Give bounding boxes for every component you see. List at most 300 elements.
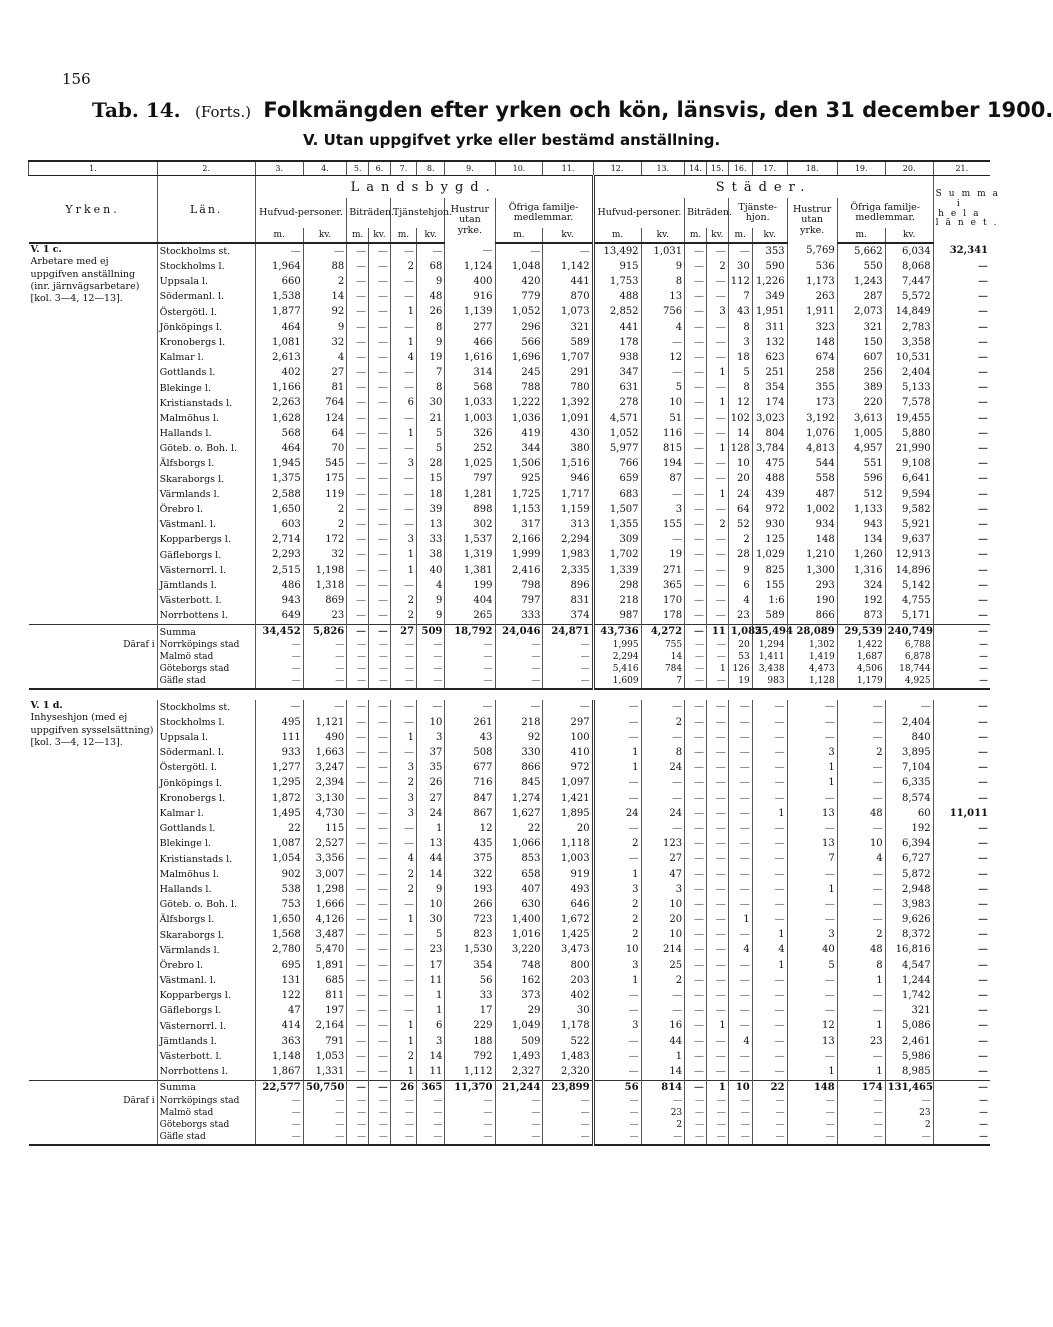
- value-cell: 419: [495, 426, 543, 441]
- value-cell: —: [347, 1034, 369, 1049]
- value-cell: —: [685, 563, 707, 578]
- column-number: 4.: [303, 161, 347, 176]
- value-cell: 3: [390, 457, 416, 472]
- value-cell: 26: [417, 776, 445, 791]
- column-number: 11.: [543, 161, 593, 176]
- value-cell: 8,372: [885, 928, 933, 943]
- value-cell: 47: [641, 867, 685, 882]
- subheader-cell: Hufvud-personer.: [593, 198, 685, 228]
- value-cell: 2,293: [255, 548, 303, 563]
- value-cell: —: [787, 715, 837, 730]
- value-cell: 1,210: [787, 548, 837, 563]
- value-cell: —: [390, 943, 416, 958]
- value-cell: —: [787, 1132, 837, 1145]
- blank-cell: [29, 652, 158, 664]
- blank-cell: [29, 676, 158, 689]
- value-cell: —: [445, 1120, 495, 1132]
- value-cell: —: [347, 852, 369, 867]
- value-cell: —: [369, 533, 391, 548]
- value-cell: 4: [837, 852, 885, 867]
- value-cell: 3: [641, 502, 685, 517]
- value-cell: —: [685, 472, 707, 487]
- value-cell: —: [706, 676, 728, 689]
- table-row: [29, 837, 991, 852]
- value-cell: —: [685, 411, 707, 426]
- value-cell: 7: [728, 290, 752, 305]
- value-cell: 441: [593, 320, 641, 335]
- table-row: [29, 821, 991, 836]
- lan-cell: Örebro l.: [157, 958, 255, 973]
- value-cell: —: [543, 1120, 593, 1132]
- value-cell: 2,294: [543, 533, 593, 548]
- value-cell: —: [728, 852, 752, 867]
- value-cell: 203: [543, 973, 593, 988]
- value-cell: 4,957: [837, 441, 885, 456]
- value-cell: 823: [445, 928, 495, 943]
- value-cell: —: [752, 973, 787, 988]
- value-cell: 631: [593, 381, 641, 396]
- summa-cell: —: [933, 609, 990, 625]
- table-row: [29, 563, 991, 578]
- table-row: [29, 396, 991, 411]
- value-cell: 1,506: [495, 457, 543, 472]
- value-cell: 30: [543, 1004, 593, 1019]
- column-number: 12.: [593, 161, 641, 176]
- lan-cell: Malmö stad: [157, 652, 255, 664]
- value-cell: 2: [728, 533, 752, 548]
- value-cell: 1: [390, 730, 416, 745]
- value-cell: —: [369, 609, 391, 625]
- value-cell: 1,319: [445, 548, 495, 563]
- summa-cell: —: [933, 381, 990, 396]
- value-cell: 3: [593, 1019, 641, 1034]
- value-cell: 2: [303, 517, 347, 532]
- value-cell: —: [347, 745, 369, 760]
- value-cell: 1,243: [837, 274, 885, 289]
- table-row: [29, 715, 991, 730]
- unit-cell: kv.: [885, 228, 933, 243]
- table-row: [29, 943, 991, 958]
- value-cell: 14: [728, 426, 752, 441]
- table-row: [29, 700, 991, 715]
- value-cell: 24,046: [495, 624, 543, 640]
- table-row: [29, 730, 991, 745]
- value-cell: 5,470: [303, 943, 347, 958]
- value-cell: 8: [728, 320, 752, 335]
- column-number: 21.: [933, 161, 990, 176]
- value-cell: —: [543, 640, 593, 652]
- value-cell: 1: [390, 1019, 416, 1034]
- value-cell: 495: [255, 715, 303, 730]
- value-cell: 5,142: [885, 578, 933, 593]
- value-cell: —: [728, 730, 752, 745]
- value-cell: 6: [728, 578, 752, 593]
- value-cell: —: [752, 897, 787, 912]
- value-cell: 263: [787, 290, 837, 305]
- value-cell: 170: [641, 593, 685, 608]
- value-cell: 35: [417, 761, 445, 776]
- value-cell: —: [593, 1004, 641, 1019]
- value-cell: 271: [641, 563, 685, 578]
- value-cell: 9,582: [885, 502, 933, 517]
- lan-cell: Örebro l.: [157, 502, 255, 517]
- value-cell: 840: [885, 730, 933, 745]
- value-cell: 1: [593, 761, 641, 776]
- value-cell: —: [445, 676, 495, 689]
- value-cell: 4: [390, 350, 416, 365]
- value-cell: 1: [706, 1019, 728, 1034]
- value-cell: 23: [641, 1108, 685, 1120]
- value-cell: 3,358: [885, 335, 933, 350]
- lan-cell: Hallands l.: [157, 426, 255, 441]
- value-cell: 1,052: [593, 426, 641, 441]
- value-cell: 10: [417, 897, 445, 912]
- value-cell: —: [347, 882, 369, 897]
- value-cell: —: [685, 882, 707, 897]
- column-number: 13.: [641, 161, 685, 176]
- value-cell: 14,849: [885, 305, 933, 320]
- value-cell: —: [752, 761, 787, 776]
- value-cell: 779: [495, 290, 543, 305]
- value-cell: —: [752, 1034, 787, 1049]
- value-cell: —: [728, 1096, 752, 1108]
- value-cell: 1,173: [787, 274, 837, 289]
- value-cell: —: [787, 913, 837, 928]
- value-cell: 13: [787, 1034, 837, 1049]
- value-cell: 9: [417, 335, 445, 350]
- value-cell: —: [347, 837, 369, 852]
- value-cell: —: [347, 472, 369, 487]
- table-row: [29, 1096, 991, 1108]
- value-cell: —: [369, 1004, 391, 1019]
- value-cell: 344: [495, 441, 543, 456]
- value-cell: 148: [787, 533, 837, 548]
- value-cell: 1,036: [495, 411, 543, 426]
- value-cell: 831: [543, 593, 593, 608]
- value-cell: 17: [417, 958, 445, 973]
- value-cell: 568: [445, 381, 495, 396]
- value-cell: —: [728, 928, 752, 943]
- value-cell: 3,023: [752, 411, 787, 426]
- value-cell: —: [593, 1108, 641, 1120]
- value-cell: —: [685, 350, 707, 365]
- value-cell: —: [641, 776, 685, 791]
- daraf-label: Däraf i: [123, 640, 155, 651]
- table-title: Folkmängden efter yrken och kön, länsvis, den 31 december 1900.: [263, 98, 1053, 122]
- value-cell: —: [685, 730, 707, 745]
- value-cell: —: [495, 664, 543, 676]
- value-cell: 56: [593, 1080, 641, 1096]
- table-row: [29, 1004, 991, 1019]
- value-cell: 123: [641, 837, 685, 852]
- value-cell: —: [390, 1120, 416, 1132]
- value-cell: —: [390, 274, 416, 289]
- value-cell: 256: [837, 366, 885, 381]
- value-cell: —: [369, 441, 391, 456]
- value-cell: 3: [417, 730, 445, 745]
- value-cell: 51: [641, 411, 685, 426]
- value-cell: 508: [445, 745, 495, 760]
- table-row: [29, 1049, 991, 1064]
- value-cell: —: [837, 715, 885, 730]
- value-cell: —: [347, 1120, 369, 1132]
- value-cell: —: [495, 1096, 543, 1108]
- value-cell: —: [752, 715, 787, 730]
- lan-cell: Kristianstads l.: [157, 396, 255, 411]
- value-cell: 322: [445, 867, 495, 882]
- value-cell: —: [706, 411, 728, 426]
- value-cell: 1: [593, 867, 641, 882]
- value-cell: —: [390, 1108, 416, 1120]
- value-cell: —: [728, 776, 752, 791]
- value-cell: 2: [390, 609, 416, 625]
- value-cell: 7,447: [885, 274, 933, 289]
- value-cell: —: [369, 776, 391, 791]
- summa-cell: —: [933, 715, 990, 730]
- value-cell: —: [685, 791, 707, 806]
- value-cell: 788: [495, 381, 543, 396]
- value-cell: 278: [593, 396, 641, 411]
- value-cell: 930: [752, 517, 787, 532]
- value-cell: 10: [641, 928, 685, 943]
- lan-cell: Östergötl. l.: [157, 305, 255, 320]
- value-cell: 81: [303, 381, 347, 396]
- value-cell: 365: [417, 1080, 445, 1096]
- value-cell: 6,394: [885, 837, 933, 852]
- value-cell: —: [752, 1004, 787, 1019]
- lan-cell: Kronobergs l.: [157, 791, 255, 806]
- value-cell: 2: [641, 715, 685, 730]
- unit-cell: m.: [347, 228, 369, 243]
- value-cell: 44: [641, 1034, 685, 1049]
- value-cell: —: [685, 943, 707, 958]
- value-cell: —: [641, 791, 685, 806]
- value-cell: 2: [706, 259, 728, 274]
- value-cell: —: [706, 943, 728, 958]
- value-cell: 11: [417, 973, 445, 988]
- lan-cell: Värmlands l.: [157, 943, 255, 958]
- value-cell: —: [706, 578, 728, 593]
- value-cell: 111: [255, 730, 303, 745]
- value-cell: 27: [417, 791, 445, 806]
- value-cell: —: [445, 664, 495, 676]
- value-cell: —: [369, 578, 391, 593]
- lan-cell: Norrköpings stad: [157, 1096, 255, 1108]
- value-cell: —: [390, 290, 416, 305]
- summa-cell: —: [933, 411, 990, 426]
- value-cell: —: [347, 730, 369, 745]
- value-cell: 349: [752, 290, 787, 305]
- value-cell: —: [369, 867, 391, 882]
- value-cell: —: [685, 533, 707, 548]
- value-cell: 1: [390, 1064, 416, 1080]
- value-cell: 509: [417, 624, 445, 640]
- value-cell: 5,572: [885, 290, 933, 305]
- value-cell: 2: [593, 897, 641, 912]
- value-cell: —: [706, 290, 728, 305]
- lan-cell: Göteb. o. Boh. l.: [157, 441, 255, 456]
- value-cell: 558: [787, 472, 837, 487]
- value-cell: 7,578: [885, 396, 933, 411]
- value-cell: —: [706, 791, 728, 806]
- column-number: 17.: [752, 161, 787, 176]
- value-cell: 938: [593, 350, 641, 365]
- value-cell: 866: [495, 761, 543, 776]
- table-row: [29, 517, 991, 532]
- table-row: [29, 988, 991, 1003]
- value-cell: 21: [417, 411, 445, 426]
- value-cell: 1,121: [303, 715, 347, 730]
- value-cell: —: [752, 867, 787, 882]
- value-cell: 119: [303, 487, 347, 502]
- summa-cell: —: [933, 776, 990, 791]
- value-cell: —: [706, 548, 728, 563]
- value-cell: 509: [495, 1034, 543, 1049]
- value-cell: 373: [495, 988, 543, 1003]
- value-cell: 439: [752, 487, 787, 502]
- value-cell: 1,627: [495, 806, 543, 821]
- value-cell: —: [685, 290, 707, 305]
- value-cell: 9: [417, 274, 445, 289]
- value-cell: 607: [837, 350, 885, 365]
- value-cell: 845: [495, 776, 543, 791]
- column-number: 9.: [445, 161, 495, 176]
- value-cell: 39: [417, 502, 445, 517]
- summa-cell: —: [933, 882, 990, 897]
- value-cell: 464: [255, 320, 303, 335]
- value-cell: 630: [495, 897, 543, 912]
- value-cell: 14: [303, 290, 347, 305]
- value-cell: 5,769: [787, 243, 837, 259]
- value-cell: 1,392: [543, 396, 593, 411]
- value-cell: —: [369, 396, 391, 411]
- value-cell: 148: [787, 335, 837, 350]
- value-cell: —: [347, 676, 369, 689]
- value-cell: —: [495, 243, 543, 259]
- summa-cell: —: [933, 1132, 990, 1145]
- value-cell: —: [347, 563, 369, 578]
- subheader-cell: Hustrur utan yrke.: [445, 198, 495, 243]
- value-cell: 4,506: [837, 664, 885, 676]
- value-cell: —: [347, 652, 369, 664]
- value-cell: —: [706, 776, 728, 791]
- value-cell: 2: [593, 913, 641, 928]
- value-cell: —: [685, 441, 707, 456]
- unit-cell: m.: [390, 228, 416, 243]
- value-cell: —: [369, 243, 391, 259]
- lan-cell: Summa: [157, 1080, 255, 1096]
- value-cell: —: [706, 350, 728, 365]
- value-cell: 660: [255, 274, 303, 289]
- value-cell: 30: [417, 396, 445, 411]
- lan-cell: Skaraborgs l.: [157, 472, 255, 487]
- value-cell: —: [593, 1096, 641, 1108]
- summa-cell: —: [933, 305, 990, 320]
- value-cell: —: [706, 913, 728, 928]
- value-cell: 240,749: [885, 624, 933, 640]
- value-cell: 64: [303, 426, 347, 441]
- lan-cell: Kronobergs l.: [157, 335, 255, 350]
- unit-cell: kv.: [369, 228, 391, 243]
- value-cell: 24: [417, 806, 445, 821]
- value-cell: —: [752, 837, 787, 852]
- value-cell: —: [787, 988, 837, 1003]
- value-cell: 37: [417, 745, 445, 760]
- summa-cell: —: [933, 487, 990, 502]
- yrke-label: [29, 243, 158, 624]
- value-cell: 52: [728, 517, 752, 532]
- value-cell: —: [495, 1108, 543, 1120]
- value-cell: 2,404: [885, 366, 933, 381]
- value-cell: 870: [543, 290, 593, 305]
- summa-cell: —: [933, 745, 990, 760]
- table-row: [29, 426, 991, 441]
- value-cell: 21,244: [495, 1080, 543, 1096]
- value-cell: 3,356: [303, 852, 347, 867]
- value-cell: —: [369, 1034, 391, 1049]
- value-cell: —: [706, 563, 728, 578]
- value-cell: —: [728, 243, 752, 259]
- value-cell: 188: [445, 1034, 495, 1049]
- value-cell: —: [417, 243, 445, 259]
- value-cell: —: [303, 1120, 347, 1132]
- table-row: [29, 928, 991, 943]
- value-cell: —: [752, 700, 787, 715]
- table-row: [29, 350, 991, 365]
- value-cell: 2,588: [255, 487, 303, 502]
- value-cell: 1,076: [787, 426, 837, 441]
- value-cell: 1: [787, 882, 837, 897]
- value-cell: —: [417, 1132, 445, 1145]
- value-cell: 972: [752, 502, 787, 517]
- value-cell: 150: [837, 335, 885, 350]
- value-cell: 8,985: [885, 1064, 933, 1080]
- value-cell: —: [837, 1096, 885, 1108]
- summa-cell: —: [933, 730, 990, 745]
- value-cell: —: [706, 274, 728, 289]
- value-cell: —: [728, 1132, 752, 1145]
- value-cell: 1,964: [255, 259, 303, 274]
- value-cell: 488: [593, 290, 641, 305]
- value-cell: 1,877: [255, 305, 303, 320]
- value-cell: 1,295: [255, 776, 303, 791]
- subheader-cell: Tjänstehjon.: [390, 198, 444, 228]
- value-cell: —: [347, 290, 369, 305]
- value-cell: 551: [837, 457, 885, 472]
- summa-cell: —: [933, 290, 990, 305]
- value-cell: 125: [752, 533, 787, 548]
- unit-cell: kv.: [706, 228, 728, 243]
- table-row: [29, 791, 991, 806]
- table-row: [29, 1132, 991, 1145]
- blank-cell: [29, 1108, 158, 1120]
- value-cell: —: [369, 472, 391, 487]
- value-cell: 1: [706, 441, 728, 456]
- blank-cell: [29, 624, 158, 640]
- value-cell: 536: [787, 259, 837, 274]
- value-cell: 5: [728, 366, 752, 381]
- value-cell: 3,895: [885, 745, 933, 760]
- value-cell: —: [706, 897, 728, 912]
- summa-cell: —: [933, 426, 990, 441]
- value-cell: —: [706, 1004, 728, 1019]
- value-cell: 946: [543, 472, 593, 487]
- value-cell: —: [390, 745, 416, 760]
- value-cell: 214: [641, 943, 685, 958]
- value-cell: 197: [303, 1004, 347, 1019]
- value-cell: 8: [417, 381, 445, 396]
- value-cell: —: [417, 652, 445, 664]
